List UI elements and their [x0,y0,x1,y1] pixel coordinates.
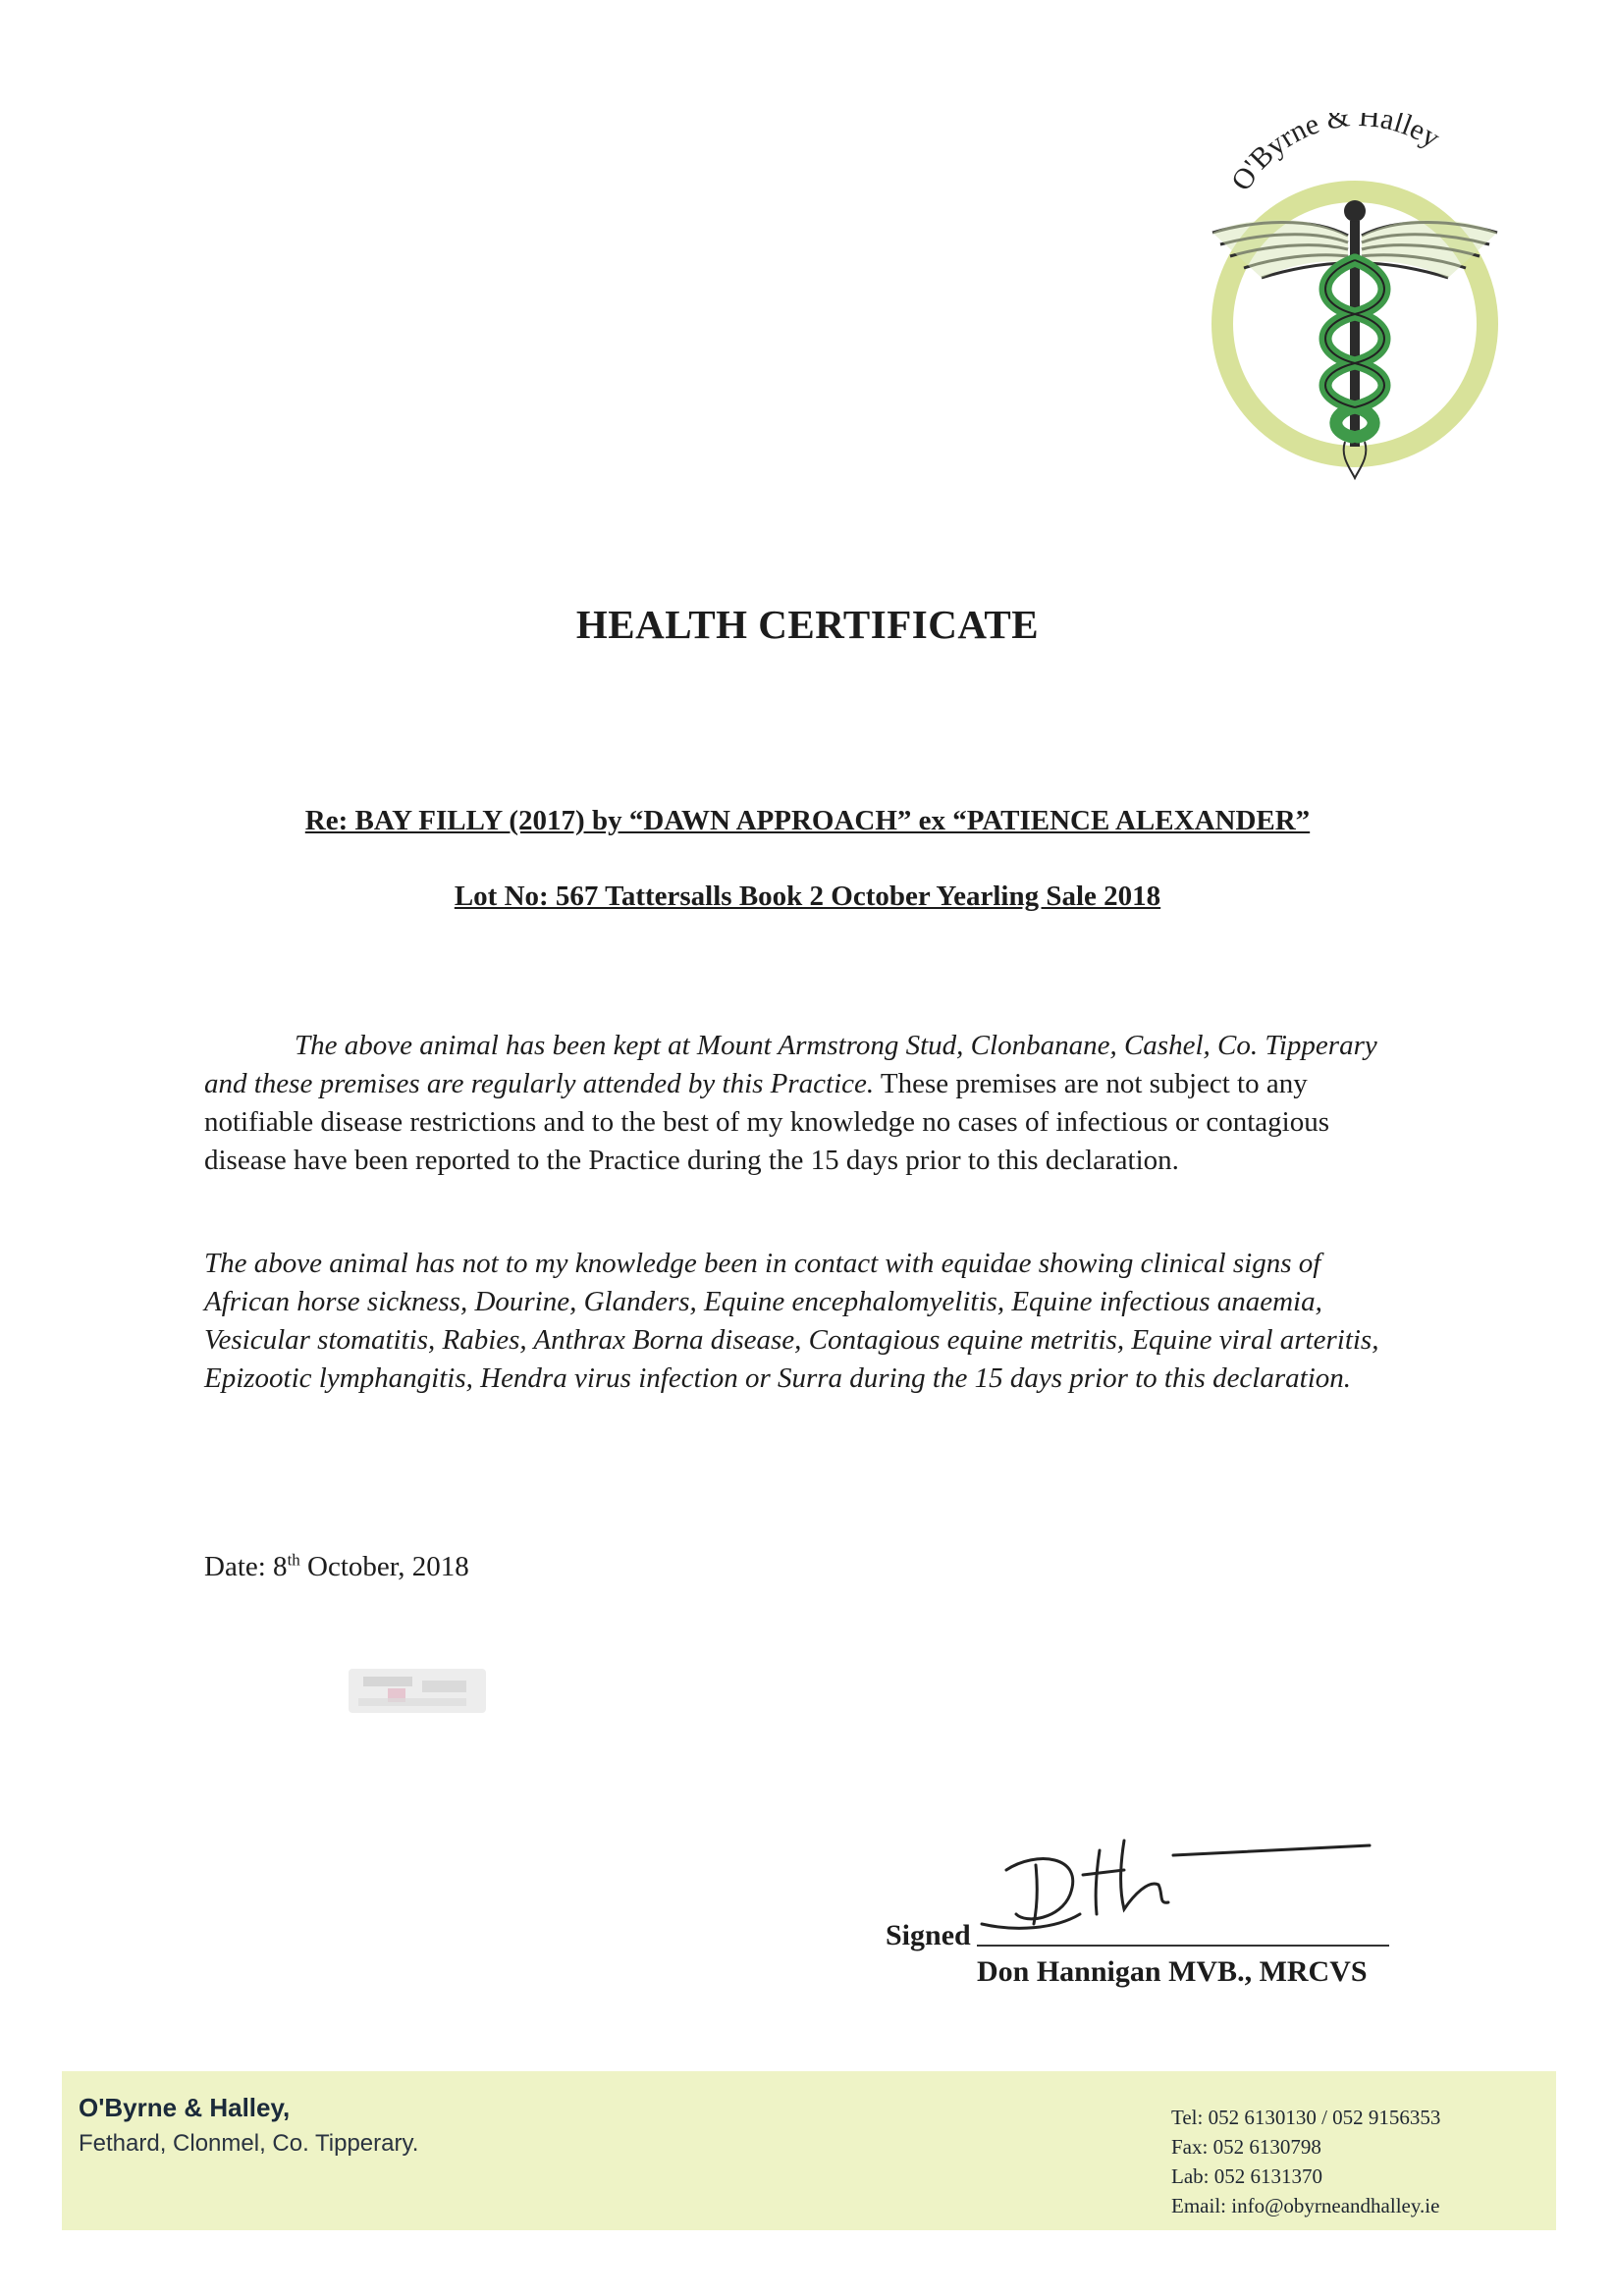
date-suffix: October, 2018 [299,1551,469,1582]
practice-logo [1193,113,1517,486]
signer-name: Don Hannigan MVB., MRCVS [977,1955,1368,1988]
footer-address: Fethard, Clonmel, Co. Tipperary. [79,2130,419,2157]
date-prefix: Date: 8 [204,1551,288,1582]
signed-label: Signed [886,1919,971,1951]
letterhead-footer [62,2071,1556,2230]
paragraph-premises-regular: These premises are not subject to any notifiable disease restrictions and to the best of my knowledge no cases of infectious or contagious disease have been reported to the Practice during the 15 days prior to this declaration. [204,1068,1330,1176]
paragraph-premises-italic: The above animal has been kept at Mount Armstrong Stud, Clonbanane, Cashel, Co. Tipperary and these premises are regularly attended by this Practice. [204,1030,1377,1099]
subject-line: Re: BAY FILLY (2017) by “DAWN APPROACH” ex “PATIENCE ALEXANDER” [304,805,1311,836]
lot-line: Lot No: 567 Tattersalls Book 2 October Yearling Sale 2018 [454,881,1161,912]
handwritten-signature [977,1826,1389,1953]
footer-lab: Lab: 052 6131370 [1171,2164,1322,2188]
certificate-date [204,1551,469,1583]
paragraph-contact: The above animal has not to my knowledge been in contact with equidae showing clinical signs of African horse sickness, Dourine, Glanders, Equine encephalomyelitis, Equine infectious anaemia, Vesicular stomatitis, Rabies, Anthrax Borna disease, Contagious equine metritis, Equine viral arteritis, Epizootic lymphangitis, Hendra virus infection or Surra during the 15 days prior to this declaration. [204,1248,1379,1394]
caduceus-icon [1193,113,1517,486]
footer-fax: Fax: 052 6130798 [1171,2135,1321,2159]
stamp-mark [329,1659,506,1728]
footer-contacts [1171,2103,1440,2220]
footer-email: Email: info@obyrneandhalley.ie [1171,2194,1440,2217]
signature-line [977,1945,1389,1947]
footer-tel: Tel: 052 6130130 / 052 9156353 [1171,2106,1441,2129]
logo-text: O'Byrne & Halley [1224,113,1446,197]
date-ordinal: th [287,1550,300,1570]
paragraph-premises [204,1027,1382,1180]
footer-company: O'Byrne & Halley, [79,2093,291,2122]
page-title: HEALTH CERTIFICATE [575,602,1040,647]
